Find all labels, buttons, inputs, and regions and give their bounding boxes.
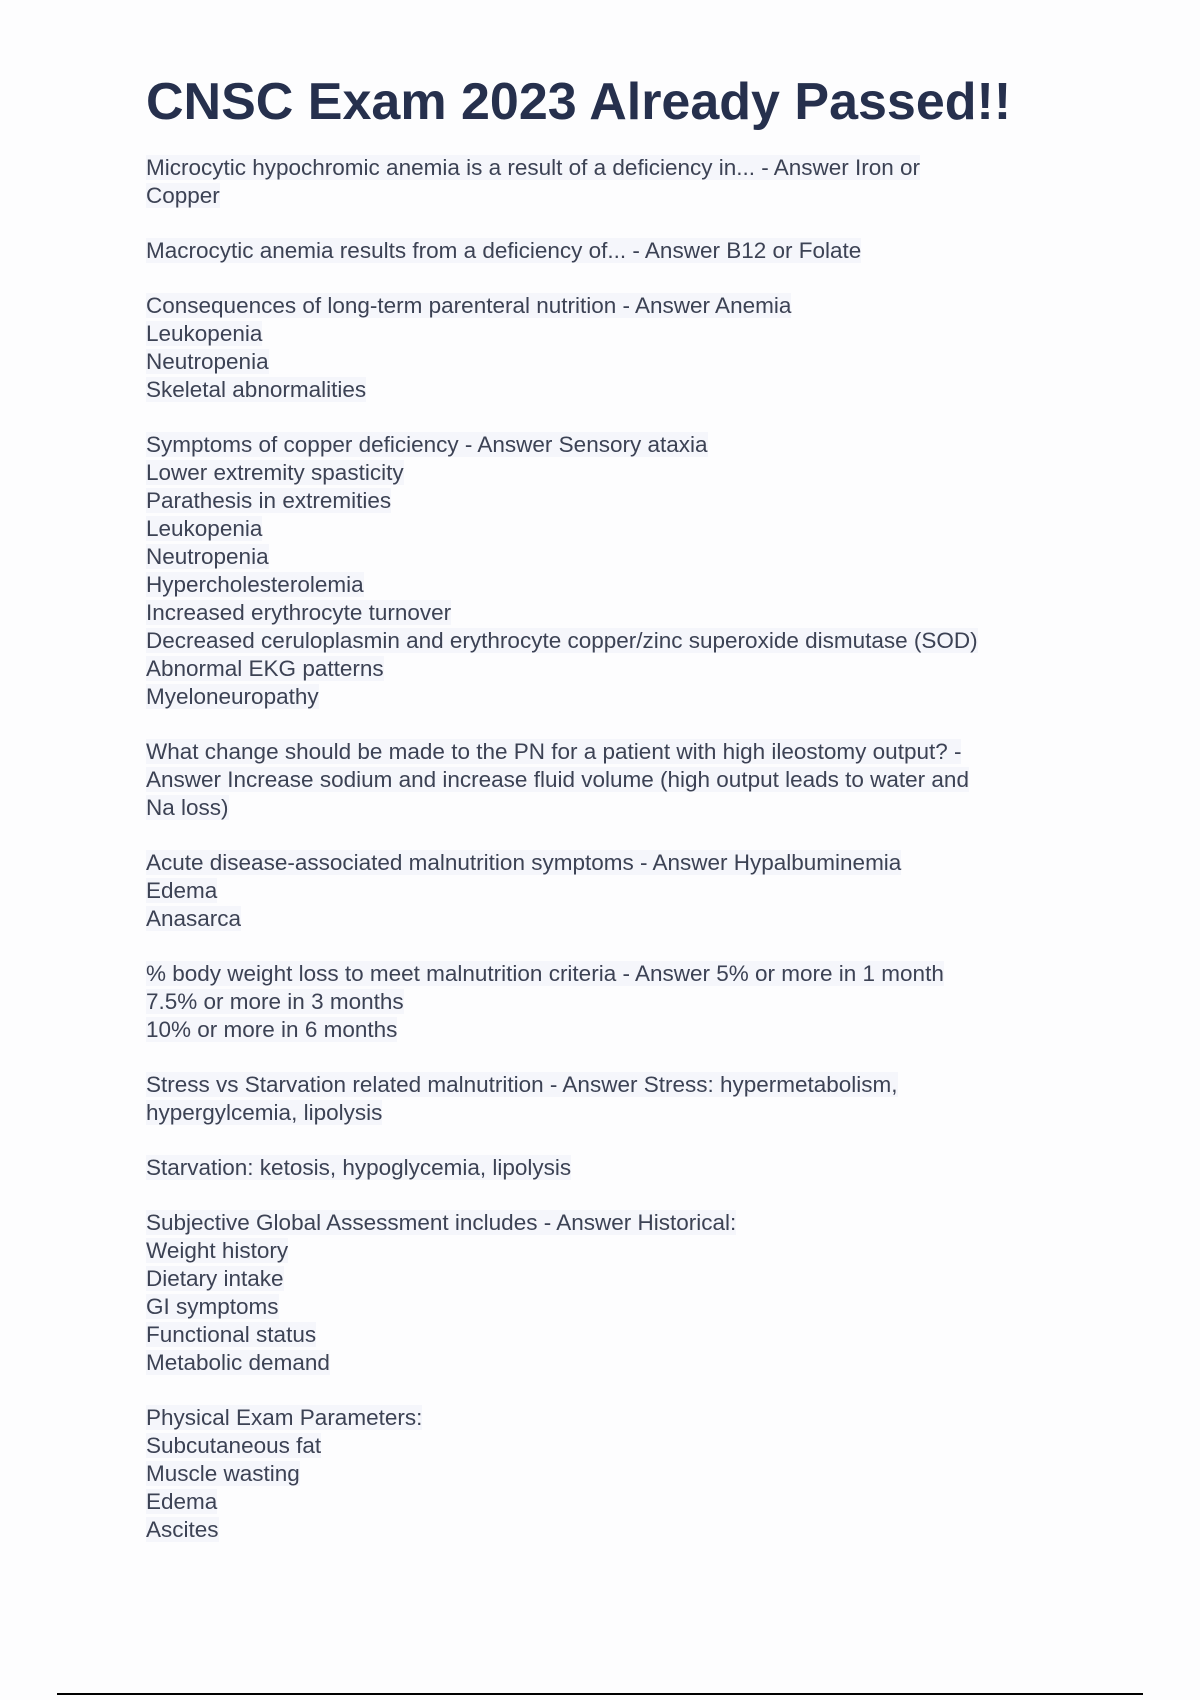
qa-block <box>146 960 1066 1044</box>
text-line: Physical Exam Parameters: <box>146 1405 423 1430</box>
text-line: Ascites <box>146 1517 219 1542</box>
qa-block <box>146 1154 1066 1182</box>
text-line: Metabolic demand <box>146 1350 330 1375</box>
text-line: Answer Increase sodium and increase fluid volume (high output leads to water and <box>146 767 969 792</box>
text-line: Decreased ceruloplasmin and erythrocyte copper/zinc superoxide dismutase (SOD) <box>146 628 978 653</box>
text-line: Na loss) <box>146 795 229 820</box>
text-line: Dietary intake <box>146 1266 284 1291</box>
text-line: Edema <box>146 1489 218 1514</box>
text-line: % body weight loss to meet malnutrition criteria - Answer 5% or more in 1 month <box>146 961 944 986</box>
text-line: Consequences of long-term parenteral nutrition - Answer Anemia <box>146 293 792 318</box>
text-line: What change should be made to the PN for a patient with high ileostomy output? - <box>146 739 962 764</box>
qa-block <box>146 237 1066 265</box>
text-line: Skeletal abnormalities <box>146 377 367 402</box>
text-line: Acute disease-associated malnutrition symptoms - Answer Hypalbuminemia <box>146 850 902 875</box>
text-line: hypergylcemia, lipolysis <box>146 1100 383 1125</box>
text-line: Leukopenia <box>146 321 263 346</box>
qa-block <box>146 1209 1066 1377</box>
qa-block <box>146 1071 1066 1127</box>
text-line: GI symptoms <box>146 1294 279 1319</box>
text-line: 7.5% or more in 3 months <box>146 989 404 1014</box>
text-line: Weight history <box>146 1238 289 1263</box>
text-line: Macrocytic anemia results from a deficiency of... - Answer B12 or Folate <box>146 238 862 263</box>
text-line: Edema <box>146 878 218 903</box>
qa-block <box>146 1404 1066 1544</box>
text-line: Leukopenia <box>146 516 263 541</box>
text-line: Subjective Global Assessment includes - Answer Historical: <box>146 1210 737 1235</box>
text-line: Neutropenia <box>146 349 269 374</box>
text-line: Myeloneuropathy <box>146 684 319 709</box>
text-line: 10% or more in 6 months <box>146 1017 398 1042</box>
text-line: Increased erythrocyte turnover <box>146 600 452 625</box>
text-line: Functional status <box>146 1322 317 1347</box>
text-line: Microcytic hypochromic anemia is a result of a deficiency in... - Answer Iron or <box>146 155 921 180</box>
text-line: Subcutaneous fat <box>146 1433 322 1458</box>
text-line: Muscle wasting <box>146 1461 300 1486</box>
text-line: Stress vs Starvation related malnutrition - Answer Stress: hypermetabolism, <box>146 1072 898 1097</box>
text-line: Abnormal EKG patterns <box>146 656 384 681</box>
qa-block <box>146 849 1066 933</box>
text-line: Neutropenia <box>146 544 269 569</box>
text-line: Anasarca <box>146 906 242 931</box>
text-line: Parathesis in extremities <box>146 488 392 513</box>
qa-block <box>146 292 1066 404</box>
text-line: Symptoms of copper deficiency - Answer Sensory ataxia <box>146 432 708 457</box>
qa-block <box>146 738 1066 822</box>
page-title: CNSC Exam 2023 Already Passed!! <box>146 73 1012 131</box>
text-line: Hypercholesterolemia <box>146 572 364 597</box>
footer-divider <box>57 1693 1143 1695</box>
text-line: Lower extremity spasticity <box>146 460 404 485</box>
qa-block <box>146 431 1066 711</box>
qa-block <box>146 154 1066 210</box>
text-line: Copper <box>146 183 220 208</box>
text-line: Starvation: ketosis, hypoglycemia, lipolysis <box>146 1155 572 1180</box>
document-body <box>146 154 1066 1571</box>
